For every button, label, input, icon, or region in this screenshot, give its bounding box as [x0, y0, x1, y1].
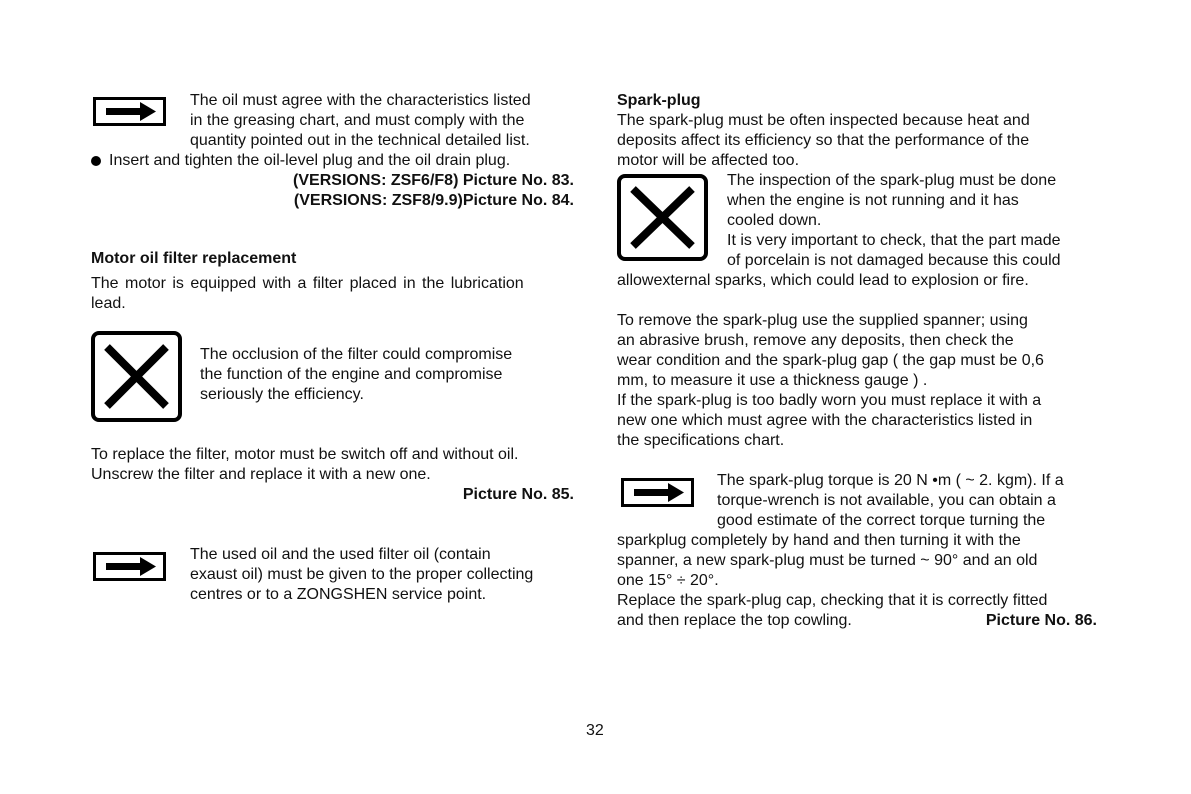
torque-tail-line: spanner, a new spark-plug must be turned ~ 90° and an old — [617, 552, 1038, 569]
last-line: and then replace the top cowling. — [617, 612, 852, 629]
intro-line: deposits affect its efficiency so that the performance of the — [617, 132, 1030, 149]
picture-86: Picture No. 86. — [985, 612, 1097, 629]
remove-line: If the spark-plug is too badly worn you must replace it with a — [617, 392, 1042, 409]
note-line: The used oil and the used filter oil (contain — [190, 546, 491, 563]
filter-heading: Motor oil filter replacement — [91, 250, 297, 267]
arrow-note-icon — [621, 478, 694, 507]
warning-line: It is very important to check, that the part made — [727, 232, 1061, 249]
warning-x-icon — [91, 331, 182, 422]
torque-line: good estimate of the correct torque turning the — [717, 512, 1046, 529]
torque-tail-line: one 15° ÷ 20°. — [617, 572, 719, 589]
note-line: centres or to a ZONGSHEN service point. — [190, 586, 487, 603]
versions-line-1: (VERSIONS: ZSF6/F8) Picture No. 83. — [293, 172, 574, 189]
warning-line: the function of the engine and compromise — [200, 366, 503, 383]
torque-tail-line: sparkplug completely by hand and then turning it with the — [617, 532, 1021, 549]
page-number: 32 — [586, 722, 604, 739]
warning-tail: allowexternal sparks, which could lead to explosion or fire. — [617, 272, 1029, 289]
note-line: The oil must agree with the characteristics listed — [190, 92, 531, 109]
note-line: in the greasing chart, and must comply with the — [190, 112, 525, 129]
warning-line: when the engine is not running and it has — [727, 192, 1019, 209]
bullet-icon — [91, 156, 101, 166]
remove-line: To remove the spark-plug use the supplied spanner; using — [617, 312, 1028, 329]
filter-intro-line: The motor is equipped with a filter placed in the lubrication — [91, 275, 524, 292]
remove-line: new one which must agree with the characteristics listed in — [617, 412, 1033, 429]
warning-x-icon — [617, 174, 708, 261]
note-line: exaust oil) must be given to the proper collecting — [190, 566, 534, 583]
note-line: quantity pointed out in the technical detailed list. — [190, 132, 530, 149]
bullet-text: Insert and tighten the oil-level plug and the oil drain plug. — [109, 152, 511, 169]
remove-line: an abrasive brush, remove any deposits, then check the — [617, 332, 1014, 349]
warning-line: seriously the efficiency. — [200, 386, 364, 403]
remove-line: wear condition and the spark-plug gap ( the gap must be 0,6 — [617, 352, 1044, 369]
filter-intro-line: lead. — [91, 295, 126, 312]
warning-line: of porcelain is not damaged because this could — [727, 252, 1061, 269]
spark-plug-heading: Spark-plug — [617, 92, 701, 109]
picture-85: Picture No. 85. — [462, 486, 574, 503]
torque-tail-line: Replace the spark-plug cap, checking that it is correctly fitted — [617, 592, 1048, 609]
arrow-note-icon — [93, 97, 166, 126]
arrow-note-icon — [93, 552, 166, 581]
warning-line: cooled down. — [727, 212, 822, 229]
versions-line-2: (VERSIONS: ZSF8/9.9)Picture No. 84. — [293, 192, 574, 209]
intro-line: motor will be affected too. — [617, 152, 800, 169]
intro-line: The spark-plug must be often inspected because heat and — [617, 112, 1030, 129]
replace-line: To replace the filter, motor must be switch off and without oil. — [91, 446, 519, 463]
warning-line: The inspection of the spark-plug must be done — [727, 172, 1057, 189]
remove-line: mm, to measure it use a thickness gauge ) . — [617, 372, 928, 389]
remove-line: the specifications chart. — [617, 432, 785, 449]
torque-line: torque-wrench is not available, you can obtain a — [717, 492, 1056, 509]
warning-line: The occlusion of the filter could compromise — [200, 346, 513, 363]
replace-line: Unscrew the filter and replace it with a new one. — [91, 466, 431, 483]
torque-line: The spark-plug torque is 20 N •m ( ~ 2. kgm). If a — [717, 472, 1064, 489]
